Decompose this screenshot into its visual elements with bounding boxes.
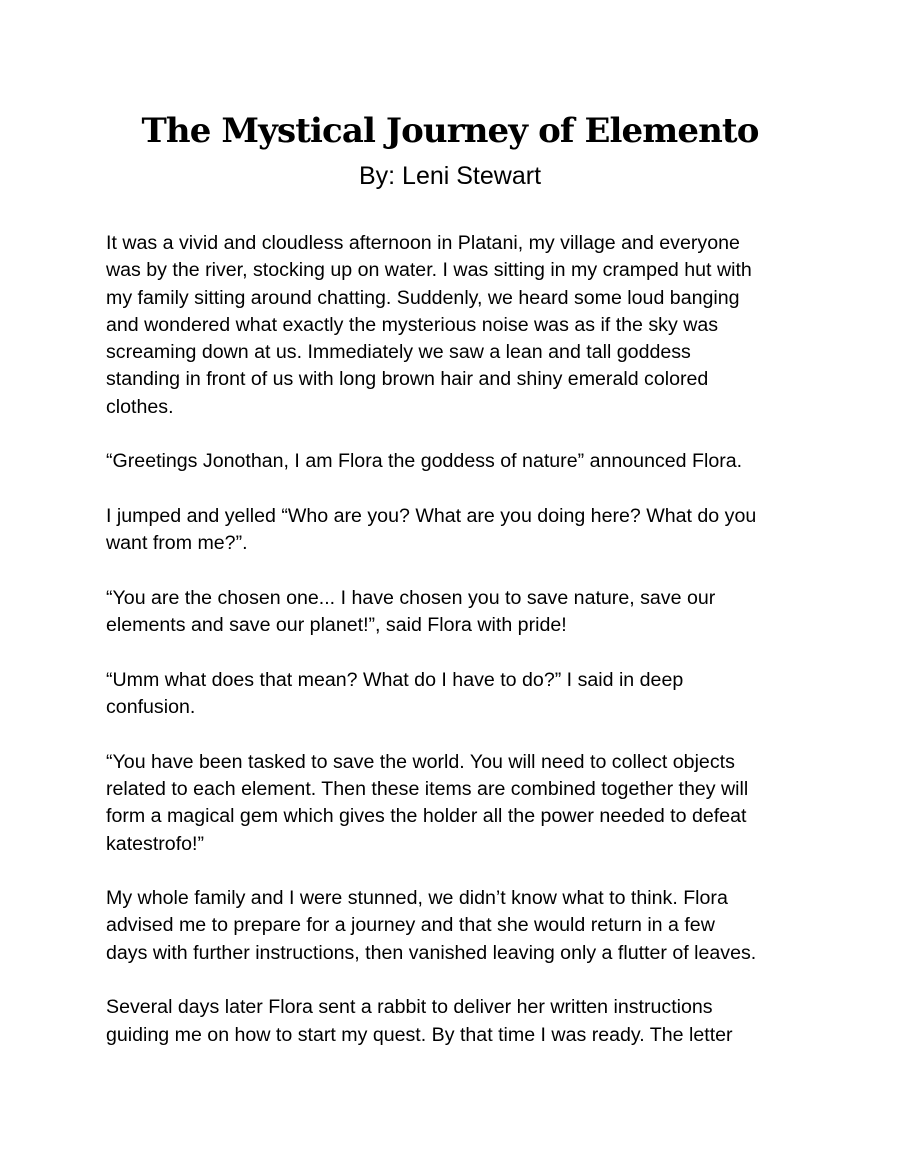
document-body: [106, 230, 796, 1076]
paragraph: It was a vivid and cloudless afternoon in Platani, my village and everyone was by the river, stocking up on water. I was sitting in my cramped hut with my family sitting around chatting. Suddenly, we heard some loud banging and wondered what exactly the mysterious noise was as if the sky was screaming down at us. Immediately we saw a lean and tall goddess standing in front of us with long brown hair and shiny emerald colored clothes.: [106, 232, 752, 418]
paragraph: “You have been tasked to save the world. You will need to collect objects related to each element. Then these items are combined together they will form a magical gem which gives the holder all the power needed to defeat katestrofo!”: [106, 750, 749, 855]
paragraph: “Umm what does that mean? What do I have to do?” I said in deep confusion.: [106, 668, 684, 719]
document-author: By: Leni Stewart: [358, 162, 542, 190]
paragraph: “Greetings Jonothan, I am Flora the goddess of nature” announced Flora.: [106, 450, 743, 473]
paragraph: My whole family and I were stunned, we didn’t know what to think. Flora advised me to prepare for a journey and that she would return in a few days with further instructions, then vanished leaving only a flutter of leaves.: [106, 887, 757, 964]
paragraph: I jumped and yelled “Who are you? What are you doing here? What do you want from me?”.: [106, 504, 757, 555]
paragraph: Several days later Flora sent a rabbit to deliver her written instructions guiding me on how to start my quest. By that time I was ready. The letter: [106, 996, 733, 1046]
paragraph: “You are the chosen one... I have chosen you to save nature, save our elements and save our planet!”, said Flora with pride!: [106, 586, 716, 637]
document-title: The Mystical Journey of Elemento: [141, 111, 759, 151]
